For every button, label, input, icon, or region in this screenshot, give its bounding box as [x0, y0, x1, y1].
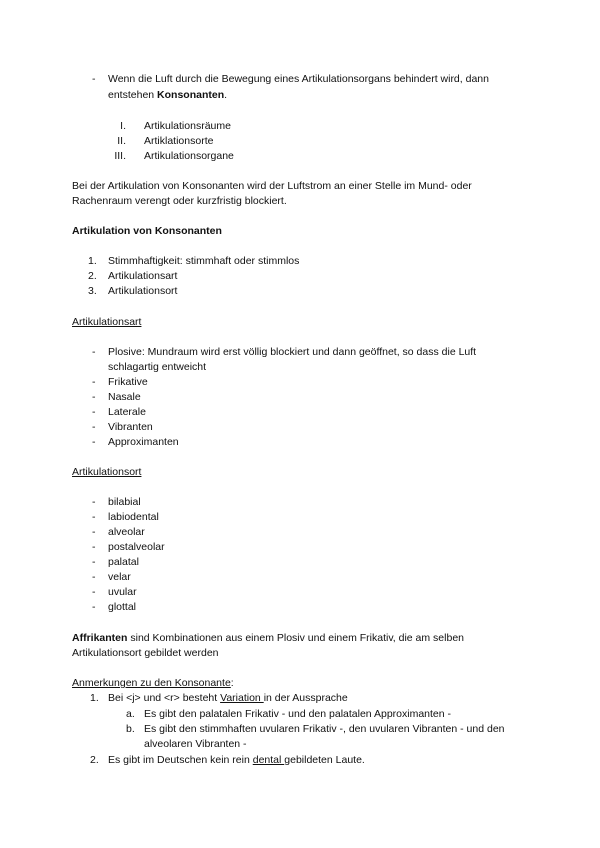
list-item: labiodental	[108, 511, 159, 523]
note-num-1: 1.	[90, 692, 99, 704]
intro-line-1: Wenn die Luft durch die Bewegung eines Artikulationsorgans behindert wird, dann	[108, 73, 489, 85]
intro-line-2-pre: entstehen	[108, 89, 158, 101]
bullet-dash: -	[92, 601, 96, 613]
numbered-num-3: 3.	[88, 285, 97, 297]
list-item: postalveolar	[108, 541, 165, 553]
note-1	[108, 691, 348, 705]
note-1-pre: Bei <j> und <r> besteht	[108, 692, 221, 704]
numbered-item-2: Artikulationsart	[108, 270, 178, 282]
list-item: velar	[108, 571, 131, 583]
numbered-num-1: 1.	[88, 255, 97, 267]
bullet-dash: -	[92, 436, 96, 448]
intro-line-2	[108, 88, 227, 102]
bullet-dash: -	[92, 391, 96, 403]
subnote-a: Es gibt den palatalen Frikativ - und den palatalen Approximanten -	[144, 708, 452, 720]
roman-num-1: I.	[120, 120, 126, 132]
affrikanten-bold: Affrikanten	[72, 632, 128, 644]
bullet-dash: -	[92, 541, 96, 553]
bullet-dash: -	[92, 571, 96, 583]
list-item: Laterale	[108, 406, 146, 418]
note-num-2: 2.	[90, 754, 99, 766]
list-item: Nasale	[108, 391, 141, 403]
bullet-dash: -	[92, 376, 96, 388]
affrikanten-line-1	[72, 631, 464, 645]
subnote-a-num: a.	[126, 708, 135, 720]
note-2-post: gebildeten Laute.	[284, 754, 365, 766]
bullet-dash: -	[92, 73, 96, 85]
bullet-dash: -	[92, 511, 96, 523]
plosive-line-2: schlagartig entweicht	[108, 361, 207, 373]
subnote-b-line-1: Es gibt den stimmhaften uvularen Frikativ -, den uvularen Vibranten - und den	[144, 723, 505, 735]
numbered-item-3: Artikulationsort	[108, 285, 178, 297]
list-item: Frikative	[108, 376, 148, 388]
list-item: palatal	[108, 556, 139, 568]
numbered-num-2: 2.	[88, 270, 97, 282]
section-heading: Artikulation von Konsonanten	[72, 225, 222, 237]
list-item: bilabial	[108, 496, 141, 508]
roman-item-1: Artikulationsräume	[144, 120, 231, 132]
roman-item-3: Artikulationsorgane	[144, 150, 234, 162]
note-1-post: in der Aussprache	[263, 692, 348, 704]
roman-num-3: III.	[114, 150, 126, 162]
paragraph-line-1: Bei der Artikulation von Konsonanten wird der Luftstrom an einer Stelle im Mund- oder	[72, 180, 472, 192]
subnote-b-num: b.	[126, 723, 135, 735]
bullet-dash: -	[92, 346, 96, 358]
anmerkungen-heading-colon: :	[230, 677, 234, 689]
subnote-b-line-2: alveolaren Vibranten -	[144, 738, 247, 750]
artikulationsart-heading: Artikulationsart	[72, 316, 142, 328]
list-item: glottal	[108, 601, 137, 613]
variation-underlined: Variation	[220, 692, 264, 704]
roman-item-2: Artiklationsorte	[144, 135, 214, 147]
intro-line-2-post: .	[224, 89, 228, 101]
anmerkungen-heading-text: Anmerkungen zu den Konsonante	[72, 677, 231, 689]
list-item: uvular	[108, 586, 137, 598]
note-2	[108, 753, 365, 767]
dental-underlined: dental	[252, 754, 285, 766]
bullet-dash: -	[92, 586, 96, 598]
affrikanten-line-2: Artikulationsort gebildet werden	[72, 647, 219, 659]
bullet-dash: -	[92, 556, 96, 568]
note-2-pre: Es gibt im Deutschen kein rein	[108, 754, 253, 766]
numbered-item-1: Stimmhaftigkeit: stimmhaft oder stimmlos	[108, 255, 300, 267]
bullet-dash: -	[92, 526, 96, 538]
artikulationsort-heading: Artikulationsort	[72, 466, 142, 478]
anmerkungen-heading	[72, 676, 234, 690]
list-item: Approximanten	[108, 436, 179, 448]
paragraph-line-2: Rachenraum verengt oder kurzfristig blockiert.	[72, 195, 287, 207]
plosive-line-1: Plosive: Mundraum wird erst völlig blockiert und dann geöffnet, so dass die Luft	[108, 346, 477, 358]
bullet-dash: -	[92, 421, 96, 433]
bullet-dash: -	[92, 406, 96, 418]
list-item: Vibranten	[108, 421, 153, 433]
konsonanten-bold: Konsonanten	[157, 89, 225, 101]
bullet-dash: -	[92, 496, 96, 508]
roman-num-2: II.	[117, 135, 126, 147]
list-item: alveolar	[108, 526, 145, 538]
affrikanten-rest: sind Kombinationen aus einem Plosiv und einem Frikativ, die am selben	[127, 632, 465, 644]
